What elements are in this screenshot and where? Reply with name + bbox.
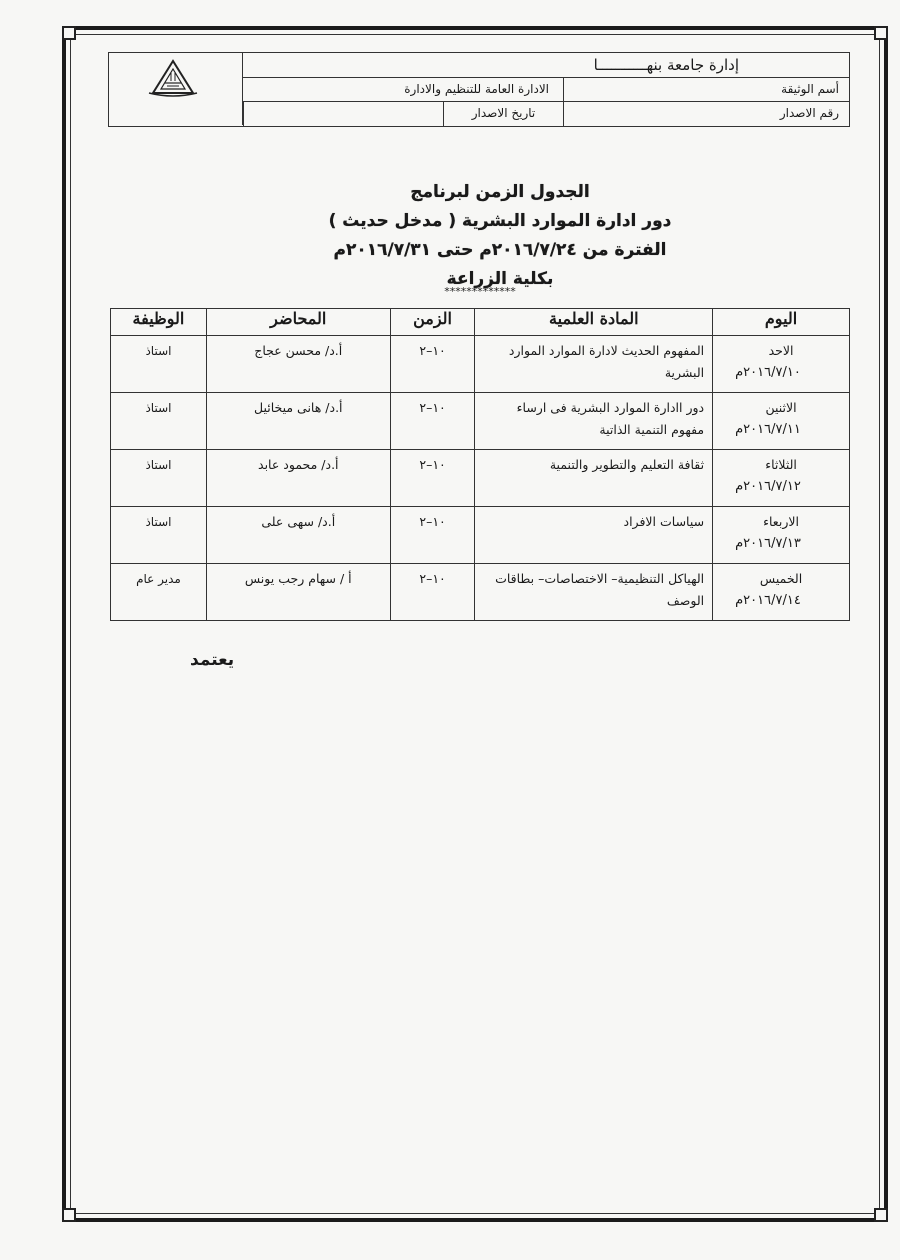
cell-subject: الهياكل التنظيمية– الاختصاصات– بطاقات الوصف <box>475 564 713 621</box>
cell-day <box>713 507 850 564</box>
cell-time: ١٠–٢ <box>390 507 475 564</box>
university-name: إدارة جامعة بنهـــــــــــا <box>243 53 849 78</box>
day-name: الاثنين <box>765 400 797 415</box>
cell-lecturer: أ.د/ سهى على <box>206 507 390 564</box>
day-date: ٢٠١٦/٧/١٣م <box>735 536 801 551</box>
header-time: الزمن <box>390 309 475 336</box>
day-name: الاربعاء <box>763 514 799 529</box>
university-logo-icon <box>145 59 201 99</box>
issue-date-value <box>243 102 443 126</box>
day-date: ٢٠١٦/٧/١١م <box>735 422 801 437</box>
title-line-1: الجدول الزمن لبرنامج <box>410 182 590 202</box>
header-role: الوظيفة <box>111 309 207 336</box>
frame-corner <box>874 1208 888 1222</box>
cell-lecturer: أ.د/ هانى ميخائيل <box>206 393 390 450</box>
day-name: الاحد <box>768 343 794 358</box>
header-row <box>243 78 849 102</box>
cell-role: استاذ <box>111 336 207 393</box>
schedule-table <box>110 308 850 621</box>
document-title <box>200 178 800 294</box>
table-row <box>111 564 850 621</box>
header-day: اليوم <box>713 309 850 336</box>
cell-subject: ثقافة التعليم والتطوير والتنمية <box>475 450 713 507</box>
cell-lecturer: أ.د/ محسن عجاج <box>206 336 390 393</box>
table-row <box>111 507 850 564</box>
cell-role: استاذ <box>111 507 207 564</box>
table-row <box>111 336 850 393</box>
cell-subject: دور اادارة الموارد البشرية فى ارساء مفهوم التنمية الذاتية <box>475 393 713 450</box>
table-row <box>111 393 850 450</box>
day-name: الثلاثاء <box>765 457 797 472</box>
title-line-3: الفترة من ٢٠١٦/٧/٢٤م حتى ٢٠١٦/٧/٣١م <box>333 240 667 260</box>
frame-corner <box>874 26 888 40</box>
cell-subject: سياسات الافراد <box>475 507 713 564</box>
doc-name-label: أسم الوثيقة <box>563 78 849 101</box>
cell-day <box>713 450 850 507</box>
table-header-row <box>111 309 850 336</box>
header-subject: المادة العلمية <box>475 309 713 336</box>
cell-role: استاذ <box>111 393 207 450</box>
title-separator: ************* <box>444 285 516 298</box>
cell-time: ١٠–٢ <box>390 450 475 507</box>
day-name: الخميس <box>759 571 803 586</box>
day-date: ٢٠١٦/٧/١٠م <box>735 365 801 380</box>
cell-day <box>713 564 850 621</box>
department-name: الادارة العامة للتنظيم والادارة <box>404 82 549 96</box>
header-lecturer: المحاضر <box>206 309 390 336</box>
issue-date-label: تاريخ الاصدار <box>443 102 563 126</box>
cell-time: ١٠–٢ <box>390 393 475 450</box>
cell-time: ١٠–٢ <box>390 564 475 621</box>
cell-subject: المفهوم الحديث لادارة الموارد الموارد البشرية <box>475 336 713 393</box>
cell-role: مدير عام <box>111 564 207 621</box>
title-line-2: دور ادارة الموارد البشرية ( مدخل حديث ) <box>328 211 672 231</box>
approval-label: يعتمد <box>190 650 235 670</box>
cell-day <box>713 336 850 393</box>
issue-number-label: رقم الاصدار <box>563 102 849 126</box>
cell-role: استاذ <box>111 450 207 507</box>
document-header <box>108 52 850 127</box>
day-date: ٢٠١٦/٧/١٢م <box>735 479 801 494</box>
frame-corner <box>62 1208 76 1222</box>
cell-time: ١٠–٢ <box>390 336 475 393</box>
cell-day <box>713 393 850 450</box>
table-row <box>111 450 850 507</box>
day-date: ٢٠١٦/٧/١٤م <box>735 593 801 608</box>
cell-lecturer: أ / سهام رجب يونس <box>206 564 390 621</box>
cell-lecturer: أ.د/ محمود عابد <box>206 450 390 507</box>
frame-corner <box>62 26 76 40</box>
logo-cell <box>109 53 243 125</box>
title-line-4: بكلية الزراعة <box>446 269 554 289</box>
header-row <box>243 102 849 126</box>
